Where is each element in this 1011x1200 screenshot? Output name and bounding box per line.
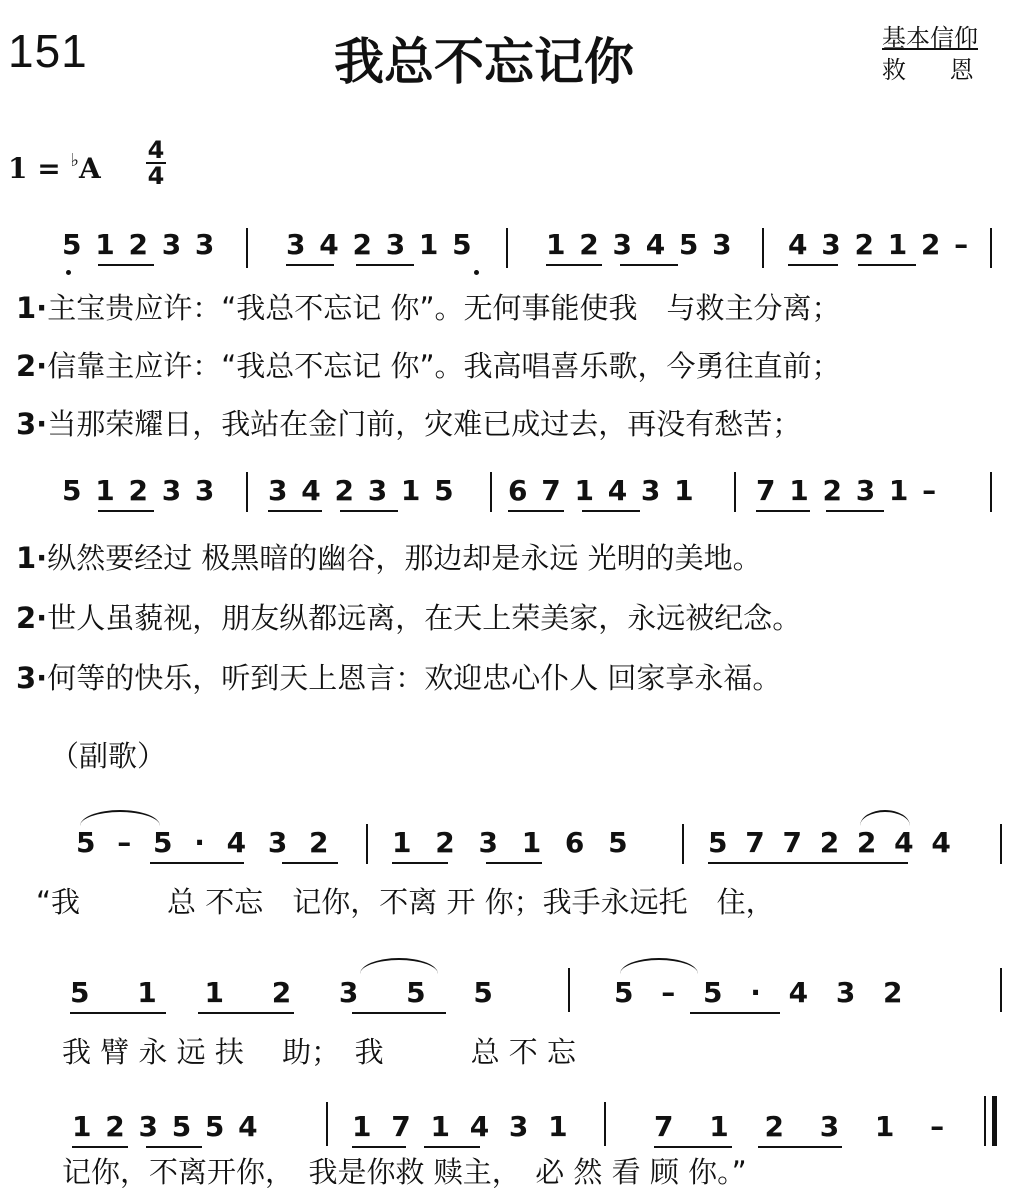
beam (756, 510, 810, 512)
chorus-lyric-3: 记你，不离开你， 我是你救 赎主， 必 然 看 顾 你。” (62, 1155, 747, 1189)
beam (340, 510, 398, 512)
measure-2-2: 3 4 2 3 1 5 (268, 474, 456, 507)
barline (682, 824, 684, 864)
tie-arc (620, 958, 698, 974)
barline (506, 228, 508, 268)
barline (734, 472, 736, 512)
measure-1-1: 5 1 2 3 3 (62, 228, 217, 261)
barline (604, 1102, 606, 1146)
hymn-title: 我总不忘记你 (334, 33, 634, 91)
hymn-number: 151 (8, 25, 88, 77)
beam (708, 862, 908, 864)
beam (690, 1012, 780, 1014)
beam (286, 264, 334, 266)
measure-2-4: 7 1 2 3 1 – (756, 474, 939, 507)
beam (98, 510, 154, 512)
beam (758, 1146, 842, 1148)
lyric-line: 3·当那荣耀日，我站在金门前，灾难已成过去，再没有愁苦； (16, 407, 802, 441)
chorus-label: （副歌） (50, 739, 167, 773)
measure-1-2: 3 4 2 3 1 5 (286, 228, 474, 261)
chorus-measure-7: 1 7 1 4 3 1 (352, 1110, 570, 1143)
beam (858, 264, 916, 266)
chorus-measure-1: 5 – 5 · 4 3 2 (76, 826, 331, 859)
barline (246, 228, 248, 268)
chorus-measure-5: 5 – 5 · 4 3 2 (614, 976, 905, 1009)
lyric-line: 2·世人虽藐视，朋友纵都远离，在天上荣美家，永远被纪念。 (16, 601, 802, 635)
beam (72, 1146, 128, 1148)
tie-arc (80, 810, 160, 826)
tie-arc (360, 958, 438, 974)
final-barline-thin (984, 1096, 986, 1146)
beam (486, 862, 542, 864)
lyric-line: 2·信靠主应许：“我总不忘记 你”。我高唱喜乐歌，今勇往直前； (16, 349, 841, 383)
time-bottom: 4 (147, 162, 165, 190)
barline (990, 472, 992, 512)
tie-arc (860, 810, 910, 826)
beam (356, 264, 414, 266)
beam (392, 862, 448, 864)
measure-1-3: 1 2 3 4 5 3 (546, 228, 734, 261)
barline (990, 228, 992, 268)
measure-2-3: 6 7 1 4 3 1 (508, 474, 696, 507)
time-signature (146, 138, 166, 188)
beam (546, 264, 602, 266)
low-dot (66, 270, 71, 275)
chorus-lyric-1: “我 总 不忘 记你，不离 开 你；我手永远托 住， (36, 885, 775, 919)
beam (508, 510, 564, 512)
beam (582, 510, 640, 512)
barline (246, 472, 248, 512)
chorus-measure-3: 5 7 7 2 2 4 4 (708, 826, 953, 859)
barline (568, 968, 570, 1012)
chorus-measure-4: 5 1 1 2 3 5 5 (70, 976, 495, 1009)
beam (198, 1012, 294, 1014)
lyric-line: 3·何等的快乐，听到天上恩言：欢迎忠心仆人 回家享永福。 (16, 661, 782, 695)
subcategory-label: 救 恩 (882, 56, 992, 84)
beam (146, 1146, 202, 1148)
beam (150, 862, 244, 864)
barline (366, 824, 368, 864)
chorus-lyric-2: 我 臂 永 远 扶 助； 我 总 不 忘 (62, 1035, 577, 1069)
time-top: 4 (147, 136, 165, 164)
beam (826, 510, 884, 512)
chorus-measure-6: 1 2 3 5 5 4 (72, 1110, 260, 1143)
chorus-measure-2: 1 2 3 1 6 5 (392, 826, 630, 859)
beam (98, 264, 154, 266)
beam (424, 1146, 480, 1148)
category-label: 基本信仰 (882, 24, 978, 52)
beam (268, 510, 322, 512)
barline (326, 1102, 328, 1146)
beam (352, 1012, 446, 1014)
measure-1-4: 4 3 2 1 2 – (788, 228, 971, 261)
final-barline-thick (992, 1096, 997, 1146)
chorus-measure-8: 7 1 2 3 1 – (654, 1110, 947, 1143)
lyric-line: 1·纵然要经过 极黑暗的幽谷，那边却是永远 光明的美地。 (16, 541, 762, 575)
beam (620, 264, 678, 266)
lyric-line: 1·主宝贵应许：“我总不忘记 你”。无何事能使我 与救主分离； (16, 291, 841, 325)
barline (490, 472, 492, 512)
beam (352, 1146, 406, 1148)
barline (1000, 824, 1002, 864)
beam (70, 1012, 166, 1014)
beam (788, 264, 838, 266)
barline (1000, 968, 1002, 1012)
low-dot (474, 270, 479, 275)
beam (282, 862, 338, 864)
beam (654, 1146, 732, 1148)
barline (762, 228, 764, 268)
key-signature: 1 = ♭A (8, 150, 101, 185)
measure-2-1: 5 1 2 3 3 (62, 474, 217, 507)
